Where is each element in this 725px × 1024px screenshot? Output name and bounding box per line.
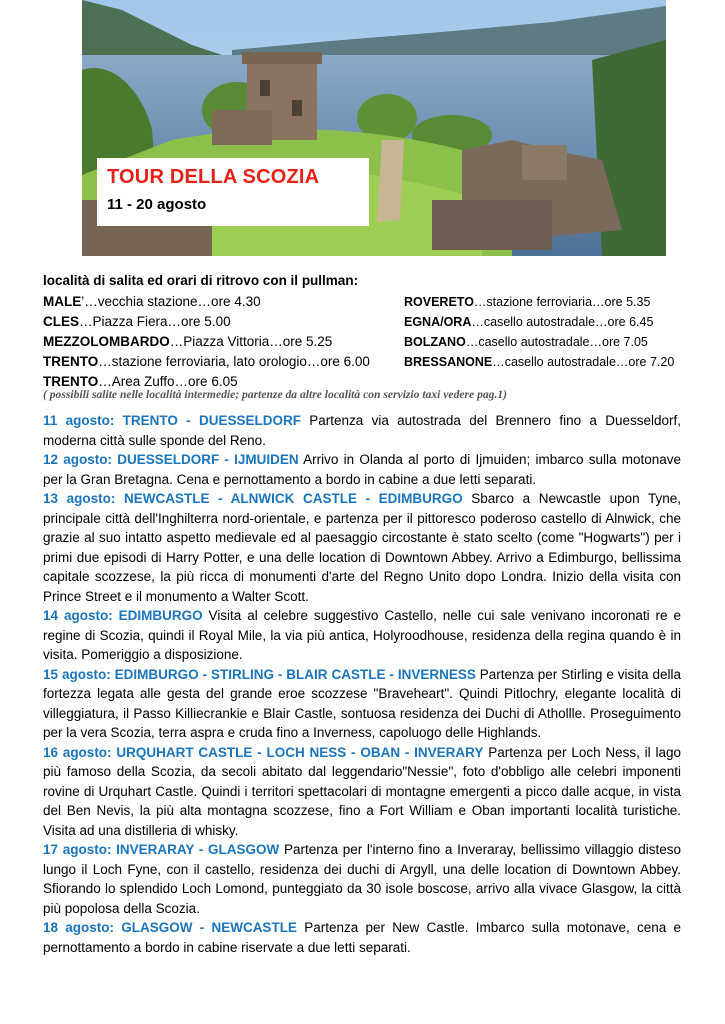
day-heading: 11 agosto: TRENTO - DUESSELDORF [43, 413, 301, 428]
day-heading: 17 agosto: INVERARAY - GLASGOW [43, 842, 280, 857]
itinerary-day [43, 489, 681, 606]
departure-item: BOLZANO…casello autostradale…ore 7.05 [404, 335, 648, 349]
departure-item: CLES…Piazza Fiera…ore 5.00 [43, 314, 231, 329]
day-text: Visita al celebre suggestivo Castello, nelle cui sale venivano incoronati re e regine di Scozia, quindi il Royal Mile, la via più antica, Holyroodhouse, residenza della regina quando è in visita. Pomeriggio a disposizione. [43, 608, 681, 662]
itinerary-day [43, 450, 681, 489]
itinerary [43, 411, 681, 957]
day-heading: 13 agosto: NEWCASTLE - ALNWICK CASTLE - EDIMBURGO [43, 491, 463, 506]
departure-item: TRENTO…Area Zuffo…ore 6.05 [43, 374, 238, 389]
tour-dates: 11 - 20 agosto [107, 196, 207, 213]
day-heading: 15 agosto: EDIMBURGO - STIRLING - BLAIR CASTLE - INVERNESS [43, 666, 476, 682]
day-heading: 12 agosto: DUESSELDORF - IJMUIDEN [43, 452, 299, 467]
day-text: Partenza per l'interno fino a Inveraray, bellissimo villaggio disteso lungo il Loch Fyne, con il castello, residenza dei duchi di Argyll, una delle location di Downtown Abbey. Sfiorando lo splendido Loch Lomond, punteggiato da 30 isole boscose, arrivo alla vivace Glasgow, la città più popolosa della Scozia. [43, 842, 681, 916]
departures-left-list [43, 292, 370, 392]
departures-right-list [404, 292, 674, 372]
day-text: Partenza per New Castle. Imbarco sulla motonave, cena e pernottamento a bordo in cabine riservate a due letti separati. [43, 920, 681, 955]
departure-item: MALE’…vecchia stazione…ore 4.30 [43, 294, 261, 309]
day-text: Sbarco a Newcastle upon Tyne, principale città dell'Inghilterra nord-orientale, e partenza per il pittoresco poderoso castello di Alnwick, che grazie al suo intatto aspetto medievale ed al paesaggio circostante è stato scelto (come "Hogwarts") per i primi due episodi di Harry Potter, e una delle location di Downtown Abbey. Arrivo a Edimburgo, bellissima capitale scozzese, la più ricca di monumenti d'arte del Regno Unito dopo Londra. Inizio della visita con Prince Street e il monumento a Walter Scott. [43, 491, 681, 604]
day-text: Partenza via autostrada del Brennero fino a Duesseldorf, moderna città sulle sponde del Reno. [43, 413, 681, 448]
itinerary-day [43, 665, 681, 743]
departures-note: ( possibili salite nelle località intermedie; partenze da altre località con servizio taxi vedere pag.1) [43, 388, 508, 401]
itinerary-day [43, 918, 681, 957]
day-text: Arrivo in Olanda al porto di Ijmuiden; imbarco sulla motonave per la Gran Bretagna. Cena e pernottamento a bordo in cabine a due letti separati. [43, 452, 682, 487]
page-title: TOUR DELLA SCOZIA [107, 166, 320, 188]
departure-item: ROVERETO…stazione ferroviaria…ore 5.35 [404, 295, 651, 309]
day-heading: 16 agosto: URQUHART CASTLE - LOCH NESS - OBAN - INVERARY [43, 744, 484, 760]
departures-heading: località di salita ed orari di ritrovo con il pullman: [43, 273, 359, 288]
itinerary-day [43, 411, 681, 450]
day-text: Partenza per Stirling e visita della fortezza legata alle gesta del grande eroe scozzese "Braveheart". Quindi Pitlochry, elegante località di villeggiatura, il Passo Killiecrankie e Blair Castle, sontuosa residenza dei Duchi di Athollle. Proseguimento per la vera Scozia, terra aspra e cruda fino a Inverness, capoluogo delle Highlands. [43, 666, 681, 740]
day-text: Partenza per Loch Ness, il lago più famoso della Scozia, da secoli abitato dal leggendario"Nessie", foto d'obbligo alle celebri imponenti rovine di Urquhart Castle. Quindi i territori spettacolari di montagne emergenti a picco dalle acque, in vista del Ben Nevis, la più alta montagna scozzese, fino a Fort William e Oban importanti località turistiche. Visita ad una distilleria di whisky. [43, 744, 681, 838]
itinerary-day [43, 606, 681, 665]
departure-item: BRESSANONE…casello autostradale…ore 7.20 [404, 355, 675, 369]
itinerary-day [43, 743, 681, 841]
title-box [97, 158, 369, 226]
itinerary-day [43, 840, 681, 918]
departure-item: MEZZOLOMBARDO…Piazza Vittoria…ore 5.25 [43, 334, 333, 349]
day-heading: 18 agosto: GLASGOW - NEWCASTLE [43, 920, 297, 935]
departure-item: EGNA/ORA…casello autostradale…ore 6.45 [404, 315, 654, 329]
departure-item: TRENTO…stazione ferroviaria, lato orologio…ore 6.00 [43, 354, 370, 369]
day-heading: 14 agosto: EDIMBURGO [43, 608, 203, 623]
